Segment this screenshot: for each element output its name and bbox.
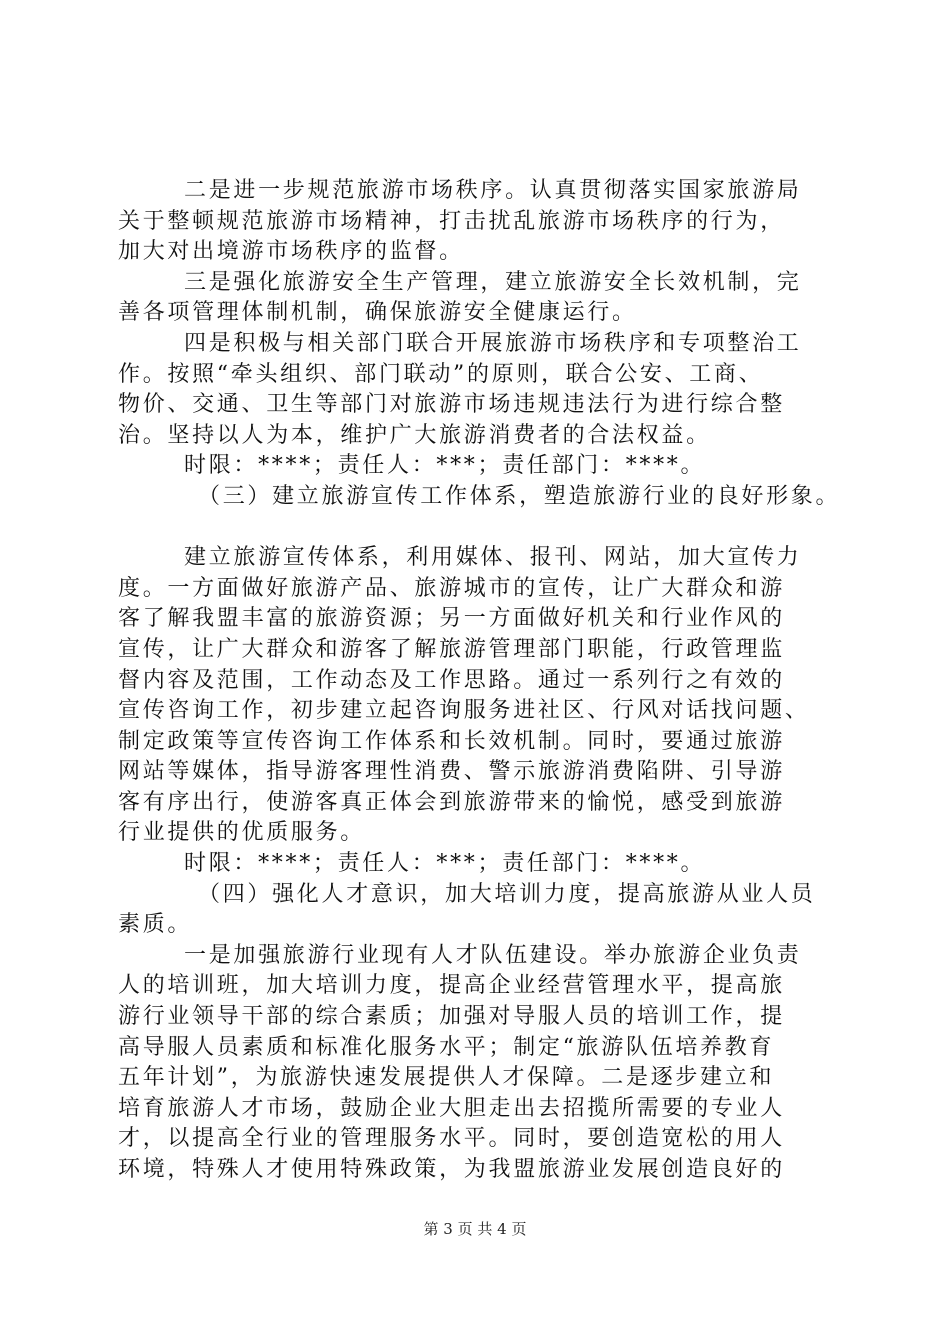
paragraph-line: 宣传，让广大群众和游客了解旅游管理部门职能，行政管理监 [118,636,785,662]
paragraph-line: 游行业领导干部的综合素质；加强对导服人员的培训工作，提 [118,1004,785,1030]
paragraph-line: 客了解我盟丰富的旅游资源；另一方面做好机关和行业作风的 [118,606,785,632]
paragraph-line: 培育旅游人才市场，鼓励企业大胆走出去招揽所需要的专业人 [118,1095,785,1121]
paragraph-line: 二是进一步规范旅游市场秩序。认真贯彻落实国家旅游局 [184,178,802,203]
paragraph-line: 善各项管理体制机制，确保旅游安全健康运行。 [118,300,637,326]
blank-line [118,513,838,544]
deadline-line: 时限：****；责任人：***；责任部门：****。 [184,851,706,877]
paragraph-line: 督内容及范围，工作动态及工作思路。通过一系列行之有效的 [118,667,785,693]
paragraph-line: 加大对出境游市场秩序的监督。 [118,239,464,265]
paragraph-line: 物价、交通、卫生等部门对旅游市场违规违法行为进行综合整 [118,392,785,418]
paragraph-line: 四是积极与相关部门联合开展旅游市场秩序和专项整治工 [184,330,802,356]
paragraph-line: 环境，特殊人才使用特殊政策，为我盟旅游业发展创造良好的 [118,1157,785,1182]
deadline-line: 时限：****；责任人：***；责任部门：****。 [184,453,706,479]
document-body [118,176,841,1186]
section-heading: （三）建立旅游宣传工作体系，塑造旅游行业的良好形象。 [198,483,841,509]
paragraph-line: 制定政策等宣传咨询工作体系和长效机制。同时，要通过旅游 [118,728,785,754]
paragraph-line: 才，以提高全行业的管理服务水平。同时，要创造宽松的用人 [118,1126,785,1152]
page-number-footer: 第 3 页 共 4 页 [423,1220,527,1238]
paragraph-line: 行业提供的优质服务。 [118,820,366,846]
paragraph-line: 五年计划”，为旅游快速发展提供人才保障。二是逐步建立和 [118,1065,775,1091]
paragraph-line: 关于整顿规范旅游市场精神，打击扰乱旅游市场秩序的行为， [118,208,785,234]
paragraph-line: 作。按照“牵头组织、部门联动”的原则，联合公安、工商、 [118,361,764,387]
paragraph-line: 高导服人员素质和标准化服务水平；制定“旅游队伍培养教育 [118,1034,775,1060]
paragraph-line: 度。一方面做好旅游产品、旅游城市的宣传，让广大群众和游 [118,575,785,601]
paragraph-line: 一是加强旅游行业现有人才队伍建设。举办旅游企业负责 [184,942,802,968]
section-heading: （四）强化人才意识，加大培训力度，提高旅游从业人员 [198,881,816,907]
paragraph-line: 治。坚持以人为本，维护广大旅游消费者的合法权益。 [118,422,711,448]
paragraph-line: 建立旅游宣传体系，利用媒体、报刊、网站，加大宣传力 [184,545,802,571]
paragraph-line: 三是强化旅游安全生产管理，建立旅游安全长效机制，完 [184,269,802,295]
paragraph-line: 客有序出行，使游客真正体会到旅游带来的愉悦，感受到旅游 [118,789,785,815]
paragraph-line: 宣传咨询工作，初步建立起咨询服务进社区、行风对话找问题、 [118,698,810,724]
paragraph-line: 人的培训班，加大培训力度，提高企业经营管理水平，提高旅 [118,973,785,999]
paragraph-line: 网站等媒体，指导游客理性消费、警示旅游消费陷阱、引导游 [118,759,785,785]
section-heading: 素质。 [118,912,193,938]
